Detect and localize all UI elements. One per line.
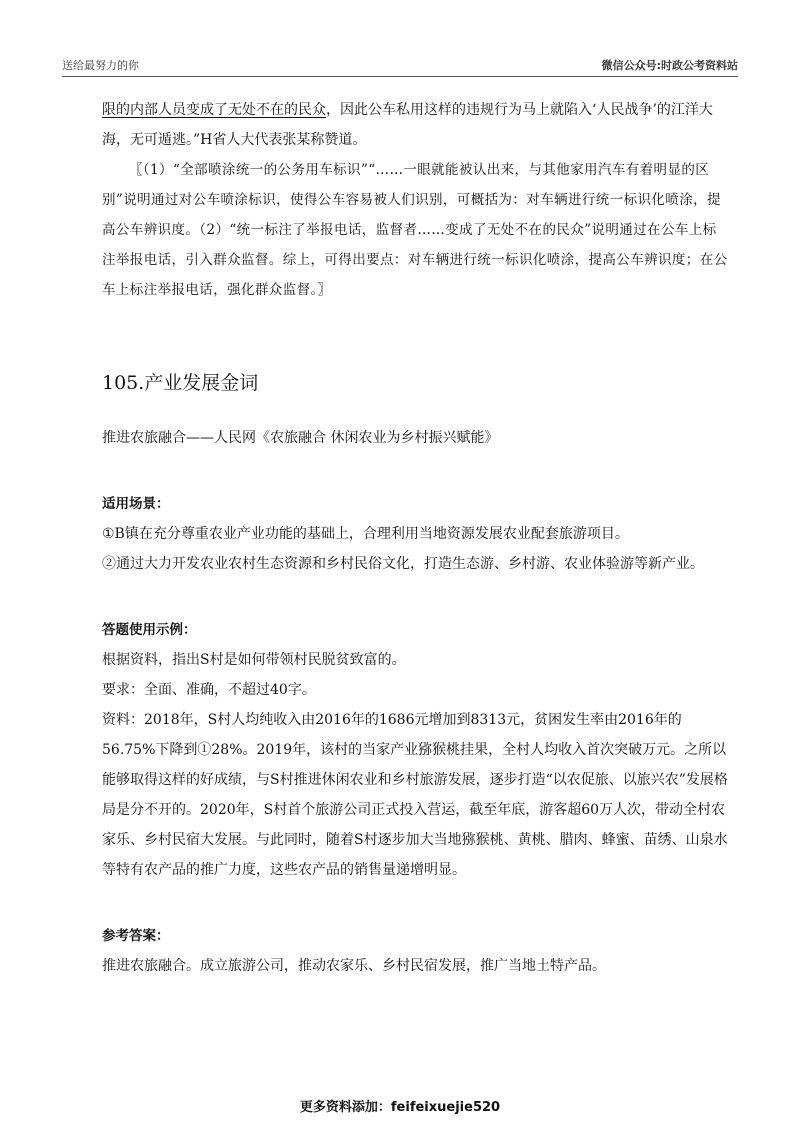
scene-item: ②通过大力开发农业农村生态资源和乡村民俗文化，打造生态游、乡村游、农业体验游等新产业。	[102, 556, 704, 572]
example-question: 根据资料，指出S村是如何带领村民脱贫致富的。	[102, 652, 406, 668]
scene-block	[102, 489, 728, 579]
underlined-text: 限的内部人员变成了无处不在的民众	[102, 102, 326, 118]
answer-block	[102, 921, 728, 981]
answer-text: 推进农旅融合。成立旅游公司，推动农家乐、乡村民宿发展，推广当地土特产品。	[102, 958, 606, 974]
answer-label: 参考答案：	[102, 928, 170, 944]
example-requirement: 要求：全面、准确，不超过40字。	[102, 682, 316, 698]
section-title: 105.产业发展金词	[102, 372, 259, 394]
scene-item: ①B镇在充分尊重农业产业功能的基础上，合理利用当地资源发展农业配套旅游项目。	[102, 526, 629, 542]
example-label: 答题使用示例：	[102, 622, 197, 638]
scene-label: 适用场景：	[102, 496, 170, 512]
page-content	[102, 95, 728, 981]
paragraph-rest: ，因此公车私用这样的违规行为马上就陷入‘人民战争’的江洋大海，无可遁逃。”H省人大代表张某称赞道。	[102, 102, 713, 148]
header-slogan: 送给最努力的你	[62, 59, 139, 72]
top-paragraph	[102, 95, 728, 155]
analysis-paragraph: 〖（1）“全部喷涂统一的公务用车标识”“……一眼就能被认出来，与其他家用汽车有着明显的区别”说明通过对公车喷涂标识，使得公车容易被人们识别，可概括为：对车辆进行统一标识化喷涂，提高公车辨识度。（2）“统一标注了举报电话，监督者……变成了无处不在的民众”说明通过在公车上标注举报电话，引入群众监督。综上，可得出要点：对车辆进行统一标识化喷涂，提高公车辨识度；在公车上标注举报电话，强化群众监督。〗	[102, 162, 728, 298]
header-wechat: 微信公众号:时政公考资料站	[601, 59, 738, 72]
example-block	[102, 615, 728, 885]
example-material: 资料：2018年，S村人均纯收入由2016年的1686元增加到8313元，贫困发生率由2016年的56.75%下降到①28%。2019年，该村的当家产业猕猴桃挂果，全村人均收入首次突破万元。之所以能够取得这样的好成绩，与S村推进休闲农业和乡村旅游发展，逐步打造“以农促旅、以旅兴农”发展格局是分不开的。2020年，S村首个旅游公司正式投入营运，截至年底，游客超60万人次，带动全村农家乐、乡村民宿大发展。与此同时，随着S村逐步加大当地猕猴桃、黄桃、腊肉、蜂蜜、苗绣、山泉水等特有农产品的推广力度，这些农产品的销售量递增明显。	[102, 712, 728, 878]
page-footer: 更多资料添加：feifeixuejie520	[299, 1100, 501, 1115]
section-subtitle: 推进农旅融合——人民网《农旅融合 休闲农业为乡村振兴赋能》	[102, 430, 499, 446]
page-header	[62, 52, 738, 77]
